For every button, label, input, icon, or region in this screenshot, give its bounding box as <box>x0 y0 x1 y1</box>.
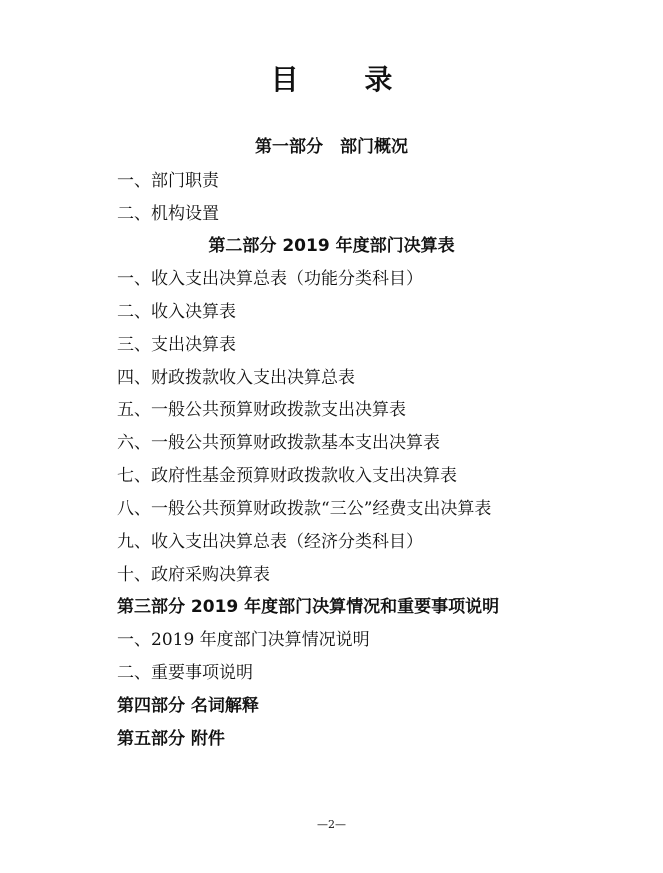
toc-item: 四、财政拨款收入支出决算总表 <box>117 368 355 388</box>
toc-title: 目 录 <box>270 63 421 96</box>
toc-item: 七、政府性基金预算财政拨款收入支出决算表 <box>117 466 457 486</box>
toc-item: 一、部门职责 <box>117 171 219 191</box>
toc-item: 九、收入支出决算总表（经济分类科目） <box>117 532 423 552</box>
toc-item: 三、支出决算表 <box>117 335 236 355</box>
part5-heading: 第五部分 附件 <box>117 729 225 749</box>
toc-item: 五、一般公共预算财政拨款支出决算表 <box>117 400 406 420</box>
toc-item: 二、收入决算表 <box>117 302 236 322</box>
part2-heading: 第二部分 2019 年度部门决算表 <box>208 236 455 256</box>
toc-item: 八、一般公共预算财政拨款“三公”经费支出决算表 <box>117 499 492 519</box>
toc-item: 二、机构设置 <box>117 204 219 224</box>
toc-item: 一、2019 年度部门决算情况说明 <box>117 630 370 650</box>
toc-item: 二、重要事项说明 <box>117 663 253 683</box>
toc-item: 十、政府采购决算表 <box>117 565 270 585</box>
part4-heading: 第四部分 名词解释 <box>117 696 259 716</box>
toc-item: 一、收入支出决算总表（功能分类科目） <box>117 269 423 289</box>
toc-item: 六、一般公共预算财政拨款基本支出决算表 <box>117 433 440 453</box>
part3-heading: 第三部分 2019 年度部门决算情况和重要事项说明 <box>117 597 500 617</box>
part1-heading: 第一部分 部门概况 <box>255 137 408 157</box>
page-number: —2— <box>317 818 346 831</box>
